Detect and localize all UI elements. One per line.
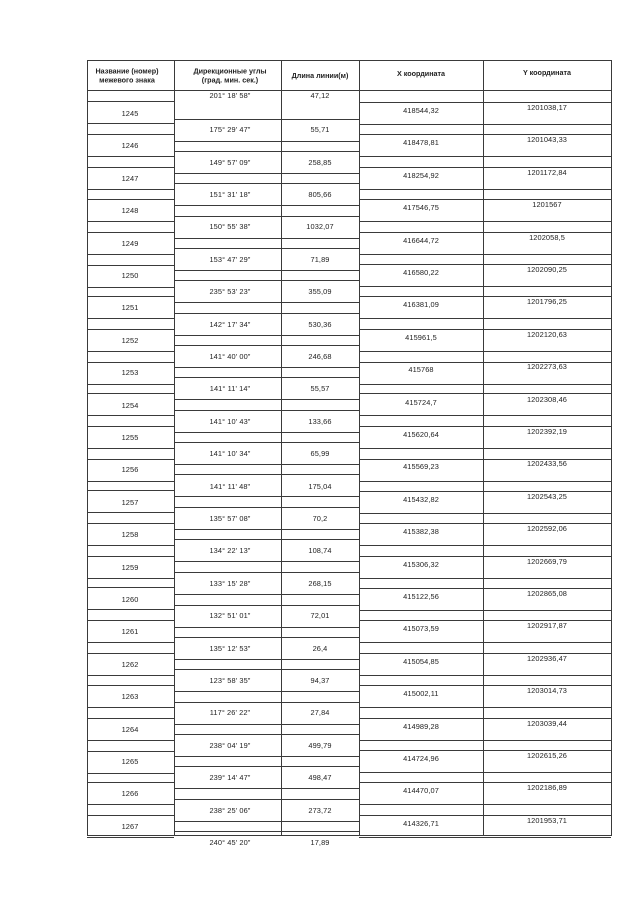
- point-name: 1253: [121, 368, 139, 378]
- point-row-border: [359, 134, 611, 135]
- segment-row-border: [174, 151, 359, 152]
- header-y-line1: Y координата: [523, 67, 571, 77]
- point-row-border: [359, 685, 611, 686]
- segment-row-border: [174, 594, 359, 595]
- segment-length: 268,15: [308, 578, 332, 588]
- point-name: 1257: [121, 497, 139, 507]
- point-row-border: [87, 675, 174, 676]
- segment-row-border: [174, 270, 359, 271]
- segment-row-border: [174, 756, 359, 757]
- point-name: 1266: [121, 789, 139, 799]
- point-row-border: [87, 329, 174, 330]
- segment-row-border: [174, 788, 359, 789]
- segment-length: 55,71: [310, 125, 330, 135]
- segment-row-border: [174, 637, 359, 638]
- segment-row-border: [174, 766, 359, 767]
- point-row-border: [87, 254, 174, 255]
- header-bottom-border: [87, 90, 612, 91]
- point-y: 1202865,08: [526, 589, 568, 598]
- segment-length: 65,99: [310, 449, 330, 459]
- point-name: 1254: [121, 400, 139, 410]
- point-row-border: [359, 254, 611, 255]
- segment-row-border: [174, 442, 359, 443]
- point-name: 1263: [121, 692, 139, 702]
- segment-length: 498,47: [308, 773, 332, 783]
- point-row-border: [359, 750, 611, 751]
- point-row-border: [87, 101, 174, 102]
- point-row-border: [87, 740, 174, 741]
- segment-row-border: [174, 799, 359, 800]
- segment-row-border: [174, 313, 359, 314]
- segment-angle: 150° 55' 38": [209, 222, 251, 232]
- segment-angle: 153° 47' 29": [209, 254, 251, 264]
- point-row-border: [359, 415, 611, 416]
- point-row-border: [359, 610, 611, 611]
- point-x: 415122,56: [403, 592, 439, 601]
- segment-row-border: [174, 183, 359, 184]
- segment-length: 71,89: [310, 254, 330, 264]
- segment-angle: 141° 10' 43": [209, 416, 251, 426]
- point-y: 1202917,87: [526, 621, 568, 631]
- segment-length: 27,84: [310, 708, 330, 718]
- point-row-border: [87, 265, 174, 266]
- point-x: 414470,07: [403, 786, 439, 796]
- segment-angle: 201° 18' 58": [209, 91, 251, 100]
- point-row-border: [359, 804, 611, 805]
- segment-row-border: [174, 399, 359, 400]
- point-row-border: [359, 329, 611, 330]
- point-row-border: [359, 740, 611, 741]
- point-row-border: [359, 318, 611, 319]
- segment-row-border: [174, 659, 359, 660]
- point-name: 1258: [121, 530, 139, 540]
- point-y: 1201043,33: [526, 135, 568, 145]
- point-row-border: [359, 642, 611, 643]
- point-name: 1249: [121, 238, 139, 248]
- point-y: 1202433,56: [526, 459, 568, 469]
- point-row-border: [359, 156, 611, 157]
- segment-length: 26,4: [312, 643, 328, 653]
- segment-length: 246,68: [308, 352, 332, 361]
- segment-angle: 141° 40' 00": [209, 352, 251, 361]
- point-row-border: [87, 545, 174, 546]
- point-x: 416580,22: [403, 268, 439, 277]
- segment-length: 55,57: [310, 384, 330, 394]
- point-name: 1264: [121, 724, 139, 734]
- point-row-border: [359, 167, 611, 168]
- segment-angle: 238° 25' 06": [209, 805, 251, 815]
- point-x: 414326,71: [403, 818, 439, 828]
- point-name: 1247: [121, 173, 139, 183]
- segment-row-border: [174, 539, 359, 540]
- segment-row-border: [174, 302, 359, 303]
- point-name: 1251: [121, 303, 139, 313]
- point-row-border: [87, 587, 174, 588]
- point-x: 416381,09: [403, 300, 439, 310]
- point-row-border: [359, 815, 611, 816]
- point-y: 1202392,19: [526, 427, 568, 436]
- segment-length: 175,04: [308, 481, 332, 491]
- point-y: 1202615,26: [526, 751, 568, 760]
- point-row-border: [359, 199, 611, 200]
- point-y: 1201567: [532, 200, 562, 210]
- segment-row-border: [174, 724, 359, 725]
- segment-angle: 117° 26' 22": [209, 708, 251, 718]
- segment-row-border: [174, 627, 359, 628]
- point-row-border: [359, 232, 611, 233]
- point-y: 1202058,5: [529, 232, 565, 242]
- segment-angle: 141° 10' 34": [209, 449, 251, 459]
- point-row-border: [87, 815, 174, 816]
- segment-angle: 123° 58' 35": [209, 676, 251, 685]
- point-x: 415724,7: [405, 397, 437, 407]
- point-row-border: [359, 351, 611, 352]
- header-y: [523, 69, 571, 78]
- point-row-border: [87, 415, 174, 416]
- point-row-border: [87, 189, 174, 190]
- point-row-border: [87, 751, 174, 752]
- point-row-border: [87, 221, 174, 222]
- point-row-border: [87, 351, 174, 352]
- point-x: 415306,32: [403, 559, 439, 569]
- point-row-border: [359, 588, 611, 589]
- point-row-border: [359, 675, 611, 676]
- point-row-border: [359, 620, 611, 621]
- point-row-border: [87, 490, 174, 491]
- point-row-border: [359, 124, 611, 125]
- header-name: [95, 68, 158, 85]
- point-x: 418478,81: [403, 138, 439, 148]
- segment-length: 70,2: [312, 514, 328, 523]
- point-x: 414724,96: [403, 754, 439, 763]
- point-name: 1260: [121, 595, 139, 604]
- segment-row-border: [174, 702, 359, 703]
- segment-row-border: [174, 474, 359, 475]
- point-x: 415432,82: [403, 494, 439, 504]
- point-row-border: [87, 156, 174, 157]
- header-angle-line1: Дирекционные углы: [193, 66, 267, 76]
- point-name: 1256: [121, 465, 139, 475]
- point-row-border: [359, 393, 611, 394]
- segment-angle: 134° 22' 13": [209, 546, 251, 556]
- point-x: 415620,64: [403, 430, 439, 439]
- point-row-border: [359, 189, 611, 190]
- header-x: [397, 70, 445, 79]
- point-row-border: [87, 232, 174, 233]
- point-y: 1202669,79: [526, 556, 568, 566]
- point-x: 415382,38: [403, 527, 439, 537]
- segment-row-border: [174, 119, 359, 120]
- segment-row-border: [174, 691, 359, 692]
- point-x: 415054,85: [403, 656, 439, 666]
- point-row-border: [87, 804, 174, 805]
- point-row-border: [87, 685, 174, 686]
- point-y: 1202936,47: [526, 653, 568, 663]
- point-name: 1248: [121, 206, 139, 216]
- point-row-border: [87, 362, 174, 363]
- segment-row-border: [174, 335, 359, 336]
- point-row-border: [359, 286, 611, 287]
- segment-length: 273,72: [308, 805, 332, 815]
- segment-row-border: [174, 669, 359, 670]
- point-row-border: [359, 578, 611, 579]
- point-row-border: [87, 837, 174, 838]
- point-x: 415961,5: [405, 332, 437, 342]
- point-row-border: [359, 448, 611, 449]
- point-row-border: [359, 556, 611, 557]
- segment-length: 530,36: [308, 319, 332, 329]
- header-angle: [193, 68, 266, 85]
- point-row-border: [359, 221, 611, 222]
- point-row-border: [87, 773, 174, 774]
- segment-angle: 142° 17' 34": [209, 319, 251, 329]
- header-angle-line2: (град. мин. сек.): [201, 75, 259, 84]
- segment-row-border: [174, 507, 359, 508]
- point-row-border: [359, 772, 611, 773]
- segment-angle: 135° 12' 53": [209, 643, 251, 653]
- column-border: [611, 60, 612, 835]
- segment-row-border: [174, 141, 359, 142]
- segment-angle: 141° 11' 14": [209, 384, 251, 394]
- point-row-border: [359, 707, 611, 708]
- point-y: 1201953,71: [526, 815, 568, 825]
- point-row-border: [359, 718, 611, 719]
- point-row-border: [359, 481, 611, 482]
- point-row-border: [87, 134, 174, 135]
- segment-row-border: [174, 561, 359, 562]
- header-length: [292, 72, 349, 81]
- point-row-border: [87, 620, 174, 621]
- point-y: 1203039,44: [526, 718, 568, 728]
- point-row-border: [87, 123, 174, 124]
- point-row-border: [87, 426, 174, 427]
- point-row-border: [87, 523, 174, 524]
- header-x-line1: X координата: [396, 68, 446, 78]
- segment-row-border: [174, 432, 359, 433]
- column-border: [281, 60, 282, 835]
- point-row-border: [87, 642, 174, 643]
- segment-length: 355,09: [308, 287, 332, 297]
- segment-angle: 141° 11' 48": [209, 481, 251, 491]
- point-row-border: [87, 287, 174, 288]
- point-name: 1262: [121, 659, 139, 669]
- point-x: 415768: [408, 365, 434, 375]
- segment-row-border: [174, 367, 359, 368]
- segment-angle: 135° 57' 08": [209, 514, 251, 523]
- point-row-border: [87, 481, 174, 482]
- segment-row-border: [174, 345, 359, 346]
- segment-angle: 239° 14' 47": [209, 773, 251, 783]
- point-row-border: [87, 718, 174, 719]
- segment-row-border: [174, 377, 359, 378]
- point-y: 1203014,73: [526, 686, 568, 696]
- point-row-border: [87, 556, 174, 557]
- segment-row-border: [174, 205, 359, 206]
- point-row-border: [87, 199, 174, 200]
- point-y: 1202120,63: [526, 329, 568, 339]
- point-y: 1202592,06: [526, 524, 568, 534]
- point-row-border: [359, 513, 611, 514]
- segment-angle: 132° 51' 01": [209, 611, 251, 621]
- segment-row-border: [174, 280, 359, 281]
- segment-angle: 238° 04' 19": [209, 740, 251, 750]
- segment-row-border: [174, 410, 359, 411]
- segment-row-border: [174, 216, 359, 217]
- segment-angle: 151° 31' 18": [209, 190, 251, 199]
- point-row-border: [359, 384, 611, 385]
- point-row-border: [359, 362, 611, 363]
- point-x: 418254,92: [403, 170, 439, 180]
- segment-angle: 235° 53' 23": [209, 287, 251, 297]
- table-top-border: [87, 60, 612, 61]
- segment-angle: 149° 57' 09": [209, 157, 251, 167]
- segment-length: 47,12: [310, 91, 330, 100]
- segment-length: 499,79: [308, 740, 332, 750]
- point-row-border: [87, 578, 174, 579]
- segment-length: 1032,07: [306, 222, 334, 232]
- point-y: 1202308,46: [526, 394, 568, 404]
- point-name: 1252: [121, 335, 139, 345]
- point-name: 1261: [121, 627, 139, 637]
- point-name: 1255: [121, 433, 139, 442]
- point-name: 1245: [121, 109, 139, 118]
- segment-row-border: [174, 831, 359, 832]
- segment-row-border: [174, 464, 359, 465]
- segment-length: 258,85: [308, 157, 332, 167]
- point-row-border: [87, 782, 174, 783]
- segment-row-border: [174, 496, 359, 497]
- segment-length: 805,66: [308, 190, 332, 199]
- header-name-line2: межевого знака: [99, 75, 155, 84]
- segment-row-border: [174, 529, 359, 530]
- point-row-border: [87, 609, 174, 610]
- point-name: 1250: [121, 271, 139, 280]
- segment-length: 133,66: [308, 416, 332, 426]
- column-border: [174, 60, 175, 835]
- point-y: 1202090,25: [526, 265, 568, 274]
- point-row-border: [87, 448, 174, 449]
- header-length-line1: Длина линии(м): [291, 70, 349, 80]
- point-row-border: [359, 491, 611, 492]
- point-row-border: [359, 264, 611, 265]
- point-y: 1202273,63: [526, 362, 568, 372]
- point-y: 1201038,17: [526, 103, 568, 112]
- point-row-border: [87, 707, 174, 708]
- header-name-line1: Название (номер): [95, 66, 159, 76]
- point-row-border: [87, 384, 174, 385]
- segment-angle: 175° 29' 47": [209, 125, 251, 135]
- point-row-border: [87, 296, 174, 297]
- point-x: 418544,32: [403, 106, 439, 115]
- segment-angle: 133° 15' 28": [209, 578, 251, 588]
- point-y: 1202543,25: [526, 491, 568, 501]
- point-row-border: [359, 102, 611, 103]
- point-row-border: [87, 167, 174, 168]
- point-row-border: [359, 782, 611, 783]
- point-row-border: [87, 512, 174, 513]
- point-row-border: [87, 459, 174, 460]
- point-x: 415569,23: [403, 462, 439, 472]
- point-name: 1259: [121, 562, 139, 572]
- segment-row-border: [174, 734, 359, 735]
- segment-length: 94,37: [310, 676, 330, 685]
- segment-row-border: [174, 821, 359, 822]
- point-name: 1267: [121, 821, 139, 831]
- segment-row-border: [174, 572, 359, 573]
- point-x: 416644,72: [403, 235, 439, 245]
- point-row-border: [359, 653, 611, 654]
- point-row-border: [87, 393, 174, 394]
- point-row-border: [359, 426, 611, 427]
- point-y: 1201172,84: [527, 167, 567, 177]
- segment-row-border: [174, 238, 359, 239]
- point-row-border: [359, 459, 611, 460]
- point-x: 414989,28: [403, 721, 439, 731]
- segment-angle: 240° 45' 20": [209, 838, 251, 847]
- segment-length: 72,01: [310, 611, 330, 621]
- point-row-border: [359, 545, 611, 546]
- segment-row-border: [174, 173, 359, 174]
- segment-length: 17,89: [310, 838, 330, 847]
- point-x: 417546,75: [403, 203, 439, 213]
- point-y: 1201796,25: [526, 297, 568, 307]
- point-x: 415002,11: [403, 689, 439, 699]
- segment-row-border: [174, 605, 359, 606]
- point-name: 1246: [121, 141, 139, 151]
- point-row-border: [359, 837, 611, 838]
- point-x: 415073,59: [403, 624, 439, 634]
- point-y: 1202186,89: [526, 783, 568, 793]
- segment-row-border: [174, 248, 359, 249]
- point-row-border: [87, 318, 174, 319]
- point-row-border: [359, 523, 611, 524]
- segment-length: 108,74: [308, 546, 332, 556]
- point-row-border: [87, 653, 174, 654]
- point-name: 1265: [121, 757, 139, 766]
- point-row-border: [359, 296, 611, 297]
